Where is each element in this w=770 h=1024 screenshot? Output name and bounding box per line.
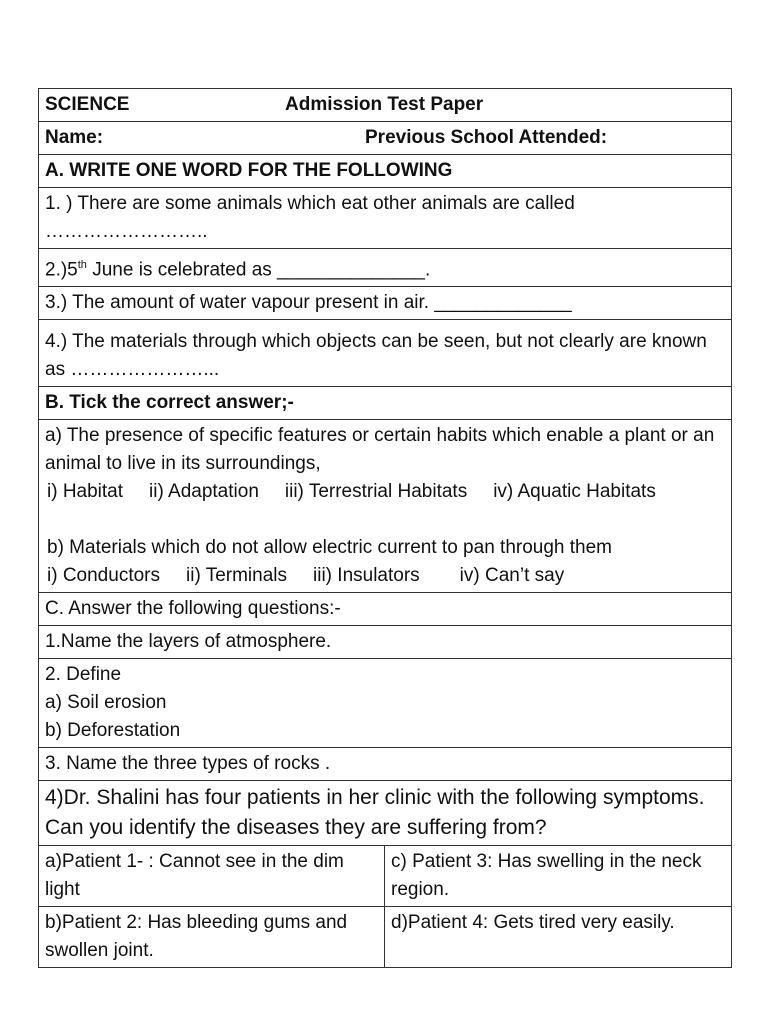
patient-3: c) Patient 3: Has swelling in the neck region. <box>391 851 702 901</box>
q2-define: 2. Define <box>45 664 122 686</box>
q2-text: June is celebrated as ______________. <box>86 259 431 281</box>
patient-2: b)Patient 2: Has bleeding gums and swollen joint. <box>39 907 385 967</box>
q2-soil-erosion: a) Soil erosion <box>45 692 167 714</box>
q2-deforestation: b) Deforestation <box>45 720 181 742</box>
section-c-title: C. Answer the following questions:- <box>39 593 731 626</box>
qa-option-2: ii) Adaptation <box>149 481 259 503</box>
patients-row-2 <box>39 907 731 967</box>
qa-option-1: i) Habitat <box>47 481 124 503</box>
subject-label: SCIENCE <box>45 94 130 115</box>
section-a-q4: 4.) The materials through which objects can be seen, but not clearly are known as …………………... <box>39 320 731 387</box>
previous-school-label: Previous School Attended: <box>365 127 608 148</box>
spacer <box>45 506 725 534</box>
patient-1: a)Patient 1- : Cannot see in the dim light <box>39 846 385 906</box>
q2-superscript: th <box>77 259 87 271</box>
section-c-q4: 4)Dr. Shalini has four patients in her clinic with the following symptoms. Can you identify the diseases they are suffering from? <box>39 781 731 846</box>
section-c-q3: 3. Name the three types of rocks . <box>39 748 731 781</box>
paper-title: Admission Test Paper <box>285 94 484 115</box>
q1-blank: …………………….. <box>45 221 208 242</box>
section-a-q1 <box>39 188 731 249</box>
section-c-q1: 1.Name the layers of atmosphere. <box>39 626 731 659</box>
qa-text: a) The presence of specific features or certain habits which enable a plant or an animal to live in its surroundings, <box>45 425 715 475</box>
q1-text: 1. ) There are some animals which eat other animals are called <box>45 193 575 214</box>
qb-option-4: iv) Can’t say <box>459 565 565 587</box>
name-row <box>39 122 731 155</box>
section-b-title: B. Tick the correct answer;- <box>39 387 731 420</box>
qb-text: b) Materials which do not allow electric current to pan through them <box>47 537 612 559</box>
qa-option-3: iii) Terrestrial Habitats <box>284 481 468 503</box>
header-row <box>39 89 731 122</box>
qb-option-2: ii) Terminals <box>186 565 288 587</box>
section-a-q2 <box>39 249 731 287</box>
qb-options <box>45 562 725 590</box>
section-a-q3: 3.) The amount of water vapour present in air. _____________ <box>39 287 731 320</box>
section-a-title: A. WRITE ONE WORD FOR THE FOLLOWING <box>39 155 731 188</box>
qb-option-1: i) Conductors <box>47 565 160 587</box>
qa-options <box>45 478 725 506</box>
patient-4: d)Patient 4: Gets tired very easily. <box>391 912 675 934</box>
qb-option-3: iii) Insulators <box>313 565 420 587</box>
q2-prefix: 2.)5 <box>45 259 78 281</box>
patients-row-1 <box>39 846 731 907</box>
section-b-questions <box>39 420 731 593</box>
name-label: Name: <box>45 127 104 148</box>
section-c-q2 <box>39 659 731 748</box>
test-paper-table <box>38 88 732 968</box>
qa-option-4: iv) Aquatic Habitats <box>493 481 656 503</box>
